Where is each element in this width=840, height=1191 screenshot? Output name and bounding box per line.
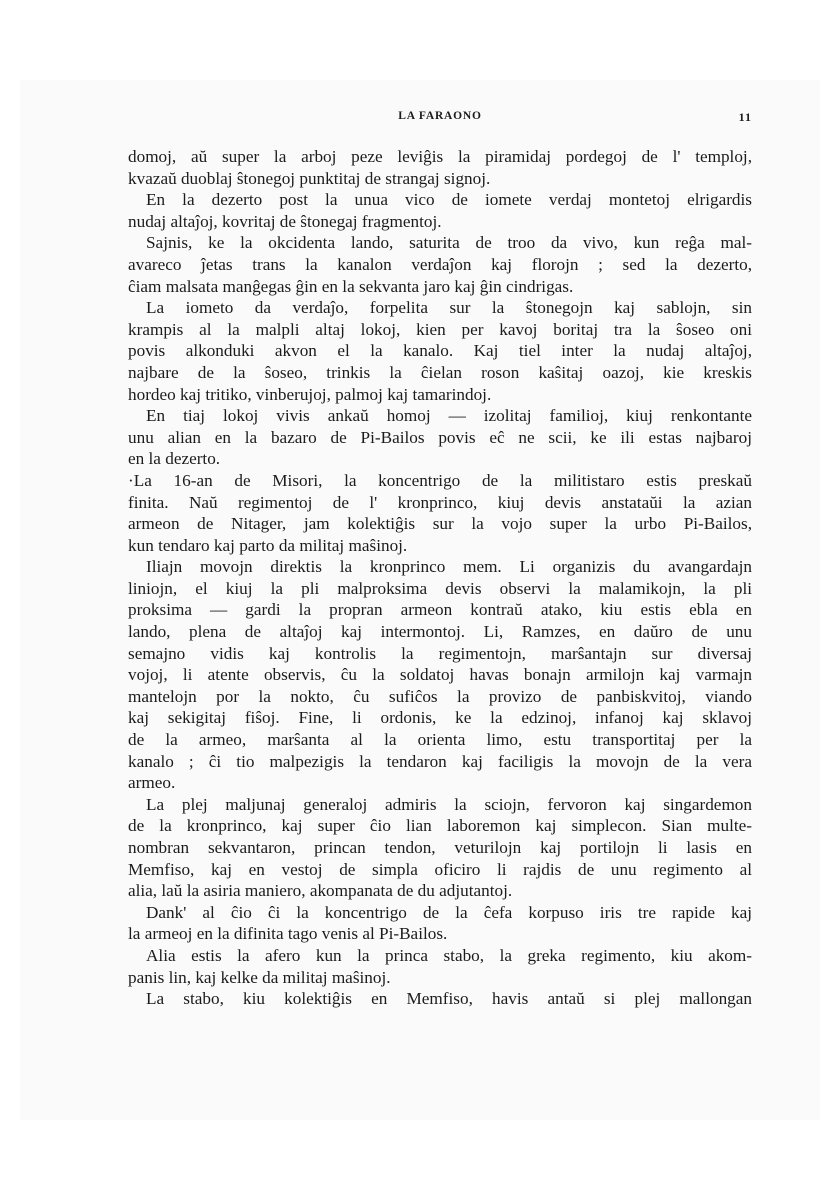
- text-line: najbare de la ŝoseo, trinkis la ĉielan roson kaŝitaj oazoj, kie kreskis: [128, 362, 752, 382]
- text-line: semajno vidis kaj kontrolis la regimentojn, marŝantajn sur diversaj: [128, 643, 752, 663]
- text-line: mantelojn por la nokto, ĉu sufiĉos la provizo de panbiskvitoj, viando: [128, 686, 752, 706]
- text-line: En tiaj lokoj vivis ankaŭ homoj — izolitaj familioj, kiuj renkontante: [146, 406, 752, 426]
- text-line: la armeoj en la difinita tago venis al Pi-Bailos.: [128, 924, 448, 944]
- text-line: alia, laŭ la asiria maniero, akompanata de du adjutantoj.: [128, 881, 513, 901]
- text-line: de la kronprinco, kaj super ĉio lian laboremon kaj simplecon. Sian multe-: [128, 816, 752, 836]
- text-line: nudaj altaĵoj, kovritaj de ŝtonegaj fragmentoj.: [128, 211, 442, 231]
- text-line: kaj sekigitaj fiŝoj. Fine, li ordonis, ke la edzinoj, infanoj kaj sklavoj: [128, 708, 752, 728]
- text-line: krampis al la malpli altaj lokoj, kien per kavoj boritaj tra la ŝoseo oni: [128, 319, 752, 339]
- text-line: ·La 16-an de Misori, la koncentrigo de la militistaro estis preskaŭ: [128, 470, 752, 490]
- text-line: Alia estis la afero kun la princa stabo, la greka regimento, kiu akom-: [146, 945, 752, 965]
- text-line: kvazaŭ duoblaj ŝtonegoj punktitaj de strangaj signoj.: [128, 168, 491, 188]
- text-line: La plej maljunaj generaloj admiris la sciojn, fervoron kaj singardemon: [146, 794, 752, 814]
- text-line: avareco ĵetas trans la kanalon verdaĵon kaj florojn ; sed la dezerto,: [128, 254, 752, 274]
- text-line: nombran sekvantaron, princan tendon, veturilojn kaj portilojn li lasis en: [128, 838, 752, 857]
- text-line: Memfiso, kaj en vestoj de simpla oficiro li rajdis de unu regimento al: [128, 859, 752, 879]
- text-line: povis alkonduki akvon el la kanalo. Kaj tiel inter la nudaj altaĵoj,: [128, 341, 752, 361]
- text-line: finita. Naŭ regimentoj de l' kronprinco, kiuj devis anstataŭi la azian: [128, 492, 752, 512]
- text-line: lando, plena de altaĵoj kaj intermontoj. Li, Ramzes, en daŭro de unu: [128, 622, 752, 642]
- text-line: domoj, aŭ super la arboj peze leviĝis la piramidaj pordegoj de l' temploj,: [128, 147, 752, 166]
- body-text: [128, 146, 752, 1010]
- text-line: ĉiam malsata manĝegas ĝin en la sekvanta jaro kaj ĝin cindrigas.: [128, 276, 574, 296]
- text-line: armeo.: [128, 773, 176, 793]
- text-line: Dank' al ĉio ĉi la koncentrigo de la ĉefa korpuso iris tre rapide kaj: [146, 902, 752, 922]
- text-line: kanalo ; ĉi tio malpezigis la tendaron kaj faciligis la movojn de la vera: [128, 751, 752, 771]
- text-line: La stabo, kiu kolektiĝis en Memfiso, havis antaŭ si plej mallongan: [146, 989, 752, 1009]
- text-line: liniojn, el kiuj la pli malproksima devis observi la malamikojn, la pli: [128, 578, 752, 598]
- page-number: 11: [738, 110, 752, 124]
- text-line: Sajnis, ke la okcidenta lando, saturita de troo da vivo, kun reĝa mal-: [146, 233, 752, 253]
- text-line: armeon de Nitager, jam kolektiĝis sur la vojo super la urbo Pi-Bailos,: [128, 514, 752, 534]
- text-line: Iliajn movojn direktis la kronprinco mem. Li organizis du avangardajn: [146, 557, 752, 577]
- text-line: kun tendaro kaj parto da militaj maŝinoj.: [128, 535, 408, 555]
- text-line: unu alian en la bazaro de Pi-Bailos povis eĉ ne scii, ke ili estas najbaroj: [128, 427, 752, 447]
- text-line: hordeo kaj tritiko, vinberujoj, palmoj kaj tamarindoj.: [128, 384, 492, 404]
- text-line: proksima — gardi la propran armeon kontraŭ atako, kiu estis ebla en: [128, 600, 752, 620]
- text-line: vojoj, li atente observis, ĉu la soldatoj havas bonajn armilojn kaj varmajn: [128, 665, 752, 685]
- text-line: de la armeo, marŝanta al la orienta limo, estu transportitaj per la: [128, 730, 752, 750]
- text-line: La iometo da verdaĵo, forpelita sur la ŝtonegojn kaj sablojn, sin: [146, 298, 752, 318]
- text-line: panis lin, kaj kelke da militaj maŝinoj.: [128, 967, 391, 987]
- text-line: en la dezerto.: [128, 449, 221, 469]
- page-header: [128, 110, 752, 130]
- running-title: LA FARAONO: [398, 110, 482, 122]
- text-line: En la dezerto post la unua vico de iomete verdaj montetoj elrigardis: [146, 190, 752, 210]
